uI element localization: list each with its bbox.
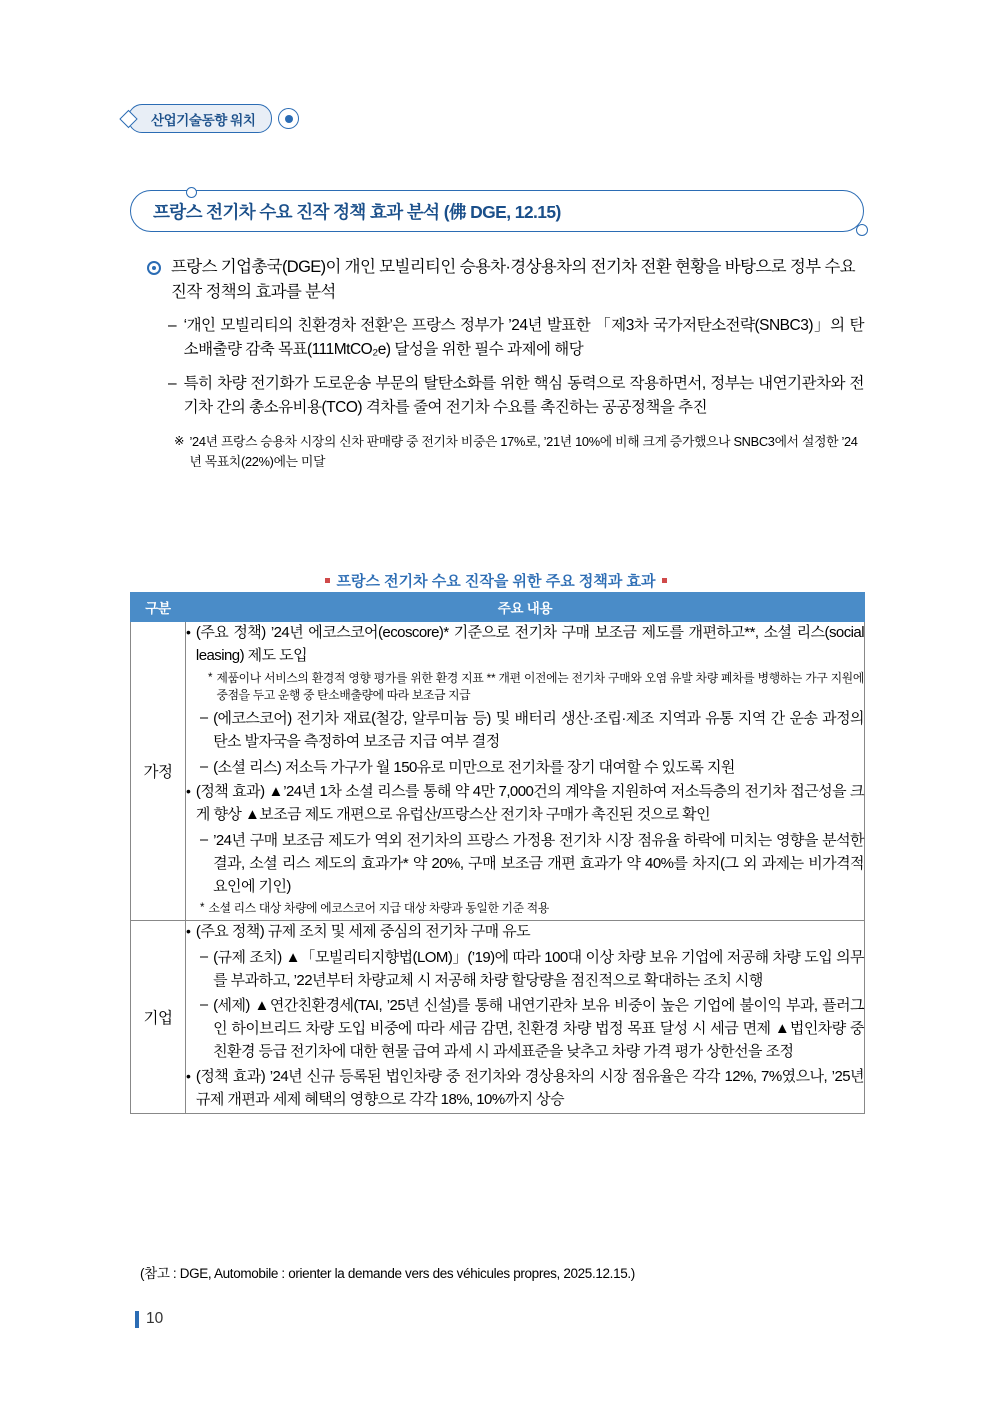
diamond-icon bbox=[119, 109, 137, 127]
source-reference: (참고 : DGE, Automobile : orienter la demande vers des véhicules propres, 2025.12.15.) bbox=[140, 1266, 635, 1281]
list-item-text: (정책 효과) ▲’24년 1차 소셜 리스를 통해 약 4만 7,000건의 계약을 지원하여 저소득층의 전기차 접근성을 크게 향상 ▲보조금 제도 개편으로 유럽산/프랑스산 전기차 구매가 촉진된 것으로 확인 bbox=[195, 783, 864, 824]
body-point bbox=[130, 314, 864, 362]
asterisk-icon: * bbox=[200, 902, 205, 915]
list-item-text: (주요 정책) 규제 조치 및 세제 중심의 전기차 구매 유도 bbox=[195, 923, 531, 941]
dash-icon: – bbox=[200, 997, 209, 1014]
list-item bbox=[186, 757, 864, 780]
note-mark-icon: ※ bbox=[174, 433, 185, 448]
ribbon-label: 산업기술동향 워치 bbox=[151, 112, 256, 128]
list-item bbox=[186, 1066, 864, 1112]
bullet-dot-icon: • bbox=[186, 1067, 191, 1084]
lead-text: 프랑스 기업총국(DGE)이 개인 모빌리티인 승용차·경상용차의 전기차 전환 현황을 바탕으로 정부 수요 진작 정책의 효과를 분석 bbox=[171, 258, 855, 302]
list-item-note bbox=[186, 670, 864, 705]
ribbon-tag bbox=[128, 104, 272, 133]
circle-dot-icon bbox=[278, 108, 299, 129]
body-point-text: 특히 차량 전기화가 도로운송 부문의 탈탄소화를 위한 핵심 동력으로 작용하면서, 정부는 내연기관차와 전기차 간의 총소유비용(TCO) 격차를 줄여 전기차 수요를 촉진하는 공공정책을 추진 bbox=[183, 374, 864, 416]
title-knob-top-icon bbox=[186, 187, 197, 198]
row-category-household: 가정 bbox=[131, 622, 186, 921]
body-point-text: ‘개인 모빌리티의 친환경차 전환’은 프랑스 정부가 ’24년 발표한 「제3차 국가저탄소전략(SNBC3)」의 탄소배출량 감축 목표(111MtCO₂e) 달성을 위한 필수 과제에 해당 bbox=[183, 317, 864, 359]
list-item bbox=[186, 947, 864, 993]
lead-paragraph bbox=[130, 255, 864, 305]
list-item-note bbox=[186, 900, 864, 918]
table-caption bbox=[0, 570, 992, 591]
title-knob-right-icon bbox=[856, 224, 868, 236]
body-point bbox=[130, 372, 864, 420]
bullet-dot-icon: • bbox=[186, 624, 191, 640]
list-item-text: (에코스코어) 전기차 재료(철강, 알루미늄 등) 및 배터리 생산·조립·제조 지역과 유통 지역 간 운송 과정의 탄소 발자국을 측정하여 보조금 지급 여부 결정 bbox=[213, 709, 864, 750]
dash-icon: – bbox=[200, 948, 209, 965]
table-row bbox=[131, 921, 865, 1114]
table-header-content: 주요 내용 bbox=[186, 593, 865, 622]
list-item bbox=[186, 622, 864, 668]
dash-icon: – bbox=[200, 831, 209, 848]
list-item-text: (주요 정책) ’24년 에코스코어(ecoscore)* 기준으로 전기차 구매 보조금 제도를 개편하고**, 소셜 리스(social leasing) 제도 도입 bbox=[195, 624, 864, 664]
section-ribbon bbox=[128, 104, 299, 133]
row-content-household bbox=[186, 622, 865, 921]
dash-icon: – bbox=[168, 317, 177, 335]
page-number: 10 bbox=[146, 1310, 164, 1327]
bullet-circle-icon bbox=[147, 261, 161, 275]
body-note bbox=[130, 432, 864, 472]
row-category-company: 기업 bbox=[131, 921, 186, 1114]
dash-icon: – bbox=[200, 758, 209, 775]
article-body bbox=[130, 255, 864, 472]
list-item bbox=[186, 830, 864, 898]
dash-icon: – bbox=[168, 374, 177, 392]
list-item bbox=[186, 995, 864, 1063]
policy-table bbox=[130, 592, 865, 1114]
list-item-text: (정책 효과) ’24년 신규 등록된 법인차량 중 전기차와 경상용차의 시장 점유율은 각각 12%, 7%였으나, ’25년 규제 개편과 세제 혜택의 영향으로 각각 18%, 10%까지 상승 bbox=[195, 1067, 864, 1108]
page-title-bar bbox=[130, 190, 864, 232]
body-note-text: ’24년 프랑스 승용차 시장의 신차 판매량 중 전기차 비중은 17%로, ’21년 10%에 비해 크게 증가했으나 SNBC3에서 설정한 ’24년 목표치(22%)에는 미달 bbox=[189, 433, 858, 469]
caption-square-icon bbox=[662, 578, 667, 583]
caption-square-icon bbox=[325, 578, 330, 583]
list-item-text: ’24년 구매 보조금 제도가 역외 전기차의 프랑스 가정용 전기차 시장 점유율 하락에 미치는 영향을 분석한 결과, 소셜 리스 제도의 효과가* 약 20%, 구매 보조금 개편 효과가 약 40%를 차지(그 외 과제는 비가격적 요인에 기인) bbox=[213, 831, 864, 895]
list-item-text: (소셜 리스) 저소득 가구가 월 150유로 미만으로 전기차를 장기 대여할 수 있도록 지원 bbox=[213, 758, 735, 776]
table-row bbox=[131, 622, 865, 921]
bullet-dot-icon: • bbox=[186, 923, 191, 940]
row-content-company bbox=[186, 921, 865, 1114]
page-number-block bbox=[135, 1310, 163, 1328]
table-header-category: 구분 bbox=[131, 593, 186, 622]
page-marker-icon bbox=[135, 1311, 139, 1328]
list-item bbox=[186, 708, 864, 754]
table-caption-text: 프랑스 전기차 수요 진작을 위한 주요 정책과 효과 bbox=[336, 573, 656, 590]
list-item-text: (세제) ▲연간친환경세(TAI, ’25년 신설)를 통해 내연기관차 보유 비중이 높은 기업에 불이익 부과, 플러그인 하이브리드 차량 도입 비중에 따라 세금 감면, 친환경 차량 법정 목표 달성 시 세금 면제 ▲법인차량 중 친환경 등급 전기차에 대한 현물 급여 과세 시 과세표준을 낮추고 차량 가격 평가 상한선을 조정 bbox=[213, 997, 864, 1061]
bullet-dot-icon: • bbox=[186, 783, 191, 800]
list-item-note-text: 소셜 리스 대상 차량에 에코스코어 지급 대상 차량과 동일한 기준 적용 bbox=[208, 901, 549, 916]
list-item bbox=[186, 781, 864, 827]
list-item-text: (규제 조치) ▲「모빌리티지향법(LOM)」(’19)에 따라 100대 이상 차량 보유 기업에 저공해 차량 도입 의무를 부과하고, ’22년부터 차량교체 시 저공해 차량 할당량을 점진적으로 확대하는 조치 시행 bbox=[213, 948, 864, 989]
dash-icon: – bbox=[200, 709, 209, 726]
list-item-note-text: 제품이나 서비스의 환경적 영향 평가를 위한 환경 지표 ** 개편 이전에는 전기차 구매와 오염 유발 차량 폐차를 병행하는 가구 지원에 중점을 두고 운행 중 탄소배출량에 따라 보조금 지급 bbox=[216, 670, 864, 703]
asterisk-icon: * bbox=[208, 671, 213, 684]
list-item bbox=[186, 921, 864, 944]
page-title: 프랑스 전기차 수요 진작 정책 효과 분석 (佛 DGE, 12.15) bbox=[153, 201, 561, 222]
table-header-row bbox=[131, 593, 865, 622]
